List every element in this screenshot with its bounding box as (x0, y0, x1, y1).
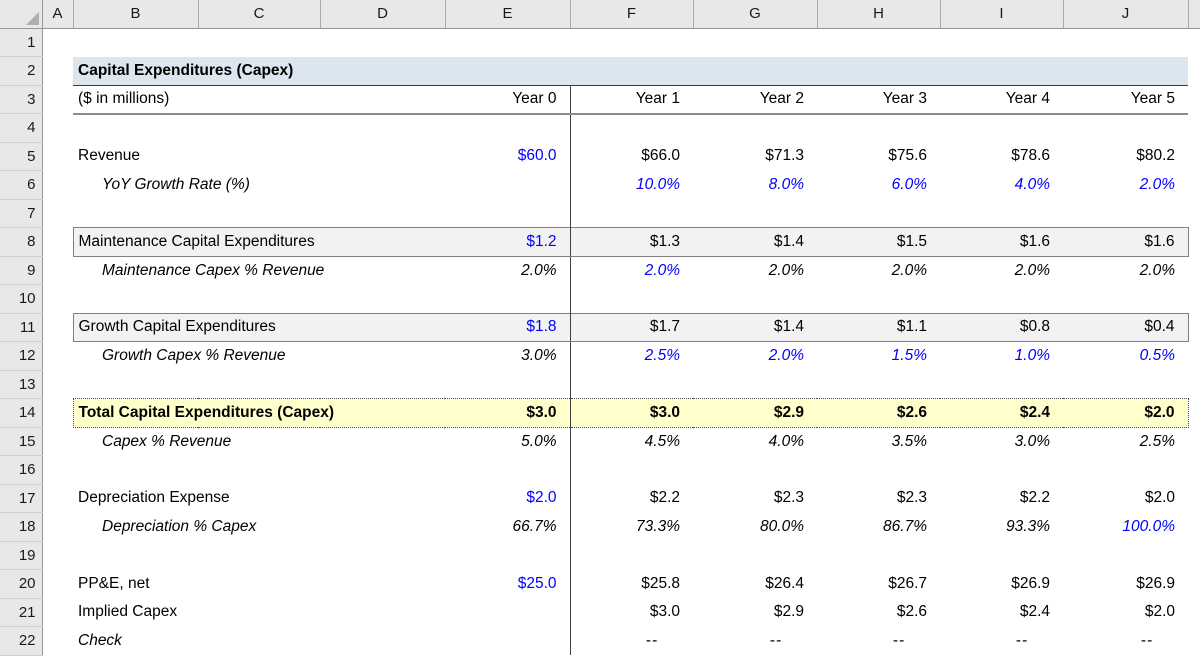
sheet-row-11 (0, 313, 1200, 342)
cell-I8[interactable]: $1.6 (940, 228, 1063, 257)
cell-F15[interactable]: 4.5% (644, 432, 680, 450)
cell-F19[interactable] (570, 541, 693, 570)
cell-G7[interactable] (693, 199, 817, 228)
cell-I6[interactable]: 4.0% (1014, 175, 1050, 193)
cell-J20[interactable]: $26.9 (1136, 574, 1175, 592)
cell-K4[interactable] (1188, 114, 1200, 143)
cell-B22-label[interactable]: Check (78, 631, 122, 649)
column-header-D[interactable]: D (320, 0, 445, 28)
cell-A18[interactable] (42, 513, 73, 542)
cell-A14[interactable] (42, 399, 73, 428)
cell-E18[interactable]: 66.7% (445, 513, 570, 542)
cell-E13[interactable] (445, 370, 570, 399)
sheet-title-cell[interactable]: Capital Expenditures (Capex) (73, 57, 1188, 86)
row-header-14[interactable]: 14 (0, 399, 42, 428)
row-header-7[interactable]: 7 (0, 199, 42, 228)
cell-I12[interactable]: 1.0% (1014, 347, 1050, 364)
column-header-H[interactable]: H (817, 0, 940, 28)
sheet-row-13 (0, 370, 1200, 399)
cell-B6-label[interactable]: YoY Growth Rate (%) (102, 175, 250, 193)
cell-K10[interactable] (1188, 285, 1200, 314)
column-header-G[interactable]: G (693, 0, 817, 28)
cell-H9[interactable]: 2.0% (891, 261, 927, 279)
cell-K12[interactable] (1188, 342, 1200, 371)
cell-H10[interactable] (817, 285, 940, 314)
cell-A10[interactable] (42, 285, 73, 314)
cell-E1[interactable] (445, 28, 570, 57)
cell-F13[interactable] (570, 370, 693, 399)
cell-H22[interactable]: -- (892, 631, 905, 649)
cell-F12[interactable]: 2.5% (644, 347, 680, 364)
cell-G10[interactable] (693, 285, 817, 314)
cell-B8-label[interactable]: Maintenance Capital Expenditures (73, 228, 445, 257)
cell-A11[interactable] (42, 313, 73, 342)
cell-J21[interactable]: $2.0 (1144, 603, 1175, 621)
cell-J17[interactable]: $2.0 (1144, 489, 1175, 507)
cell-B16[interactable] (73, 456, 445, 485)
cell-J1[interactable] (1063, 28, 1188, 57)
cell-K15[interactable] (1188, 427, 1200, 456)
cell-E19[interactable] (445, 541, 570, 570)
cell-A22[interactable] (42, 627, 73, 656)
cell-H13[interactable] (817, 370, 940, 399)
cell-F5[interactable]: $66.0 (641, 147, 680, 165)
cell-J13[interactable] (1063, 370, 1188, 399)
cell-H15[interactable]: 3.5% (891, 432, 927, 450)
cell-A8[interactable] (42, 228, 73, 257)
cell-H12[interactable]: 1.5% (891, 347, 927, 364)
cell-H5[interactable]: $75.6 (888, 147, 927, 165)
cell-I20[interactable]: $26.9 (1011, 574, 1050, 592)
cell-B13[interactable] (73, 370, 445, 399)
cell-I14[interactable]: $2.4 (940, 399, 1063, 428)
cell-E16[interactable] (445, 456, 570, 485)
cell-K8[interactable] (1188, 228, 1200, 257)
row-header-3[interactable]: 3 (0, 85, 42, 114)
cell-A6[interactable] (42, 171, 73, 200)
cell-B1[interactable] (73, 28, 445, 57)
cell-B7[interactable] (73, 199, 445, 228)
row-header-1[interactable]: 1 (0, 28, 42, 57)
cell-B5-label[interactable]: Revenue (78, 147, 141, 165)
row-header-15[interactable]: 15 (0, 427, 42, 456)
cell-G6[interactable]: 8.0% (768, 175, 804, 193)
row-header-13[interactable]: 13 (0, 370, 42, 399)
row-header-6[interactable]: 6 (0, 171, 42, 200)
cell-J7[interactable] (1063, 199, 1188, 228)
sheet-row-5 (0, 142, 1200, 171)
cell-F22[interactable]: -- (645, 631, 658, 649)
cell-F17[interactable]: $2.2 (649, 489, 680, 507)
cell-A16[interactable] (42, 456, 73, 485)
cell-I3[interactable]: Year 4 (940, 85, 1063, 114)
cell-H21[interactable]: $2.6 (896, 603, 927, 621)
cell-J4[interactable] (1063, 114, 1188, 143)
cell-I1[interactable] (940, 28, 1063, 57)
cell-I17[interactable]: $2.2 (1019, 489, 1050, 507)
cell-G14[interactable]: $2.9 (693, 399, 817, 428)
sheet-row-1 (0, 28, 1200, 57)
cell-B19[interactable] (73, 541, 445, 570)
sheet-row-12 (0, 342, 1200, 371)
sheet-row-4 (0, 114, 1200, 143)
cell-E8[interactable]: $1.2 (445, 228, 570, 257)
sheet-row-16 (0, 456, 1200, 485)
cell-H11[interactable]: $1.1 (817, 313, 940, 342)
cell-J5[interactable]: $80.2 (1136, 147, 1175, 165)
cell-J6[interactable]: 2.0% (1139, 175, 1175, 193)
sheet-row-17 (0, 484, 1200, 513)
cell-F1[interactable] (570, 28, 693, 57)
cell-F4[interactable] (570, 114, 693, 143)
cell-B9-label[interactable]: Maintenance Capex % Revenue (102, 261, 325, 279)
cell-K5[interactable] (1188, 142, 1200, 171)
cell-H19[interactable] (817, 541, 940, 570)
cell-B3-label[interactable]: ($ in millions) (73, 85, 445, 114)
cell-A20[interactable] (42, 570, 73, 599)
cell-F10[interactable] (570, 285, 693, 314)
cell-K17[interactable] (1188, 484, 1200, 513)
column-header-J[interactable]: J (1063, 0, 1188, 28)
cell-E5[interactable]: $60.0 (445, 142, 570, 171)
column-header-F[interactable]: F (570, 0, 693, 28)
cell-G17[interactable]: $2.3 (773, 489, 804, 507)
cell-I22[interactable]: -- (1015, 631, 1028, 649)
sheet-row-9 (0, 256, 1200, 285)
cell-F21[interactable]: $3.0 (649, 603, 680, 621)
column-header-E[interactable]: E (445, 0, 570, 28)
row-header-16[interactable]: 16 (0, 456, 42, 485)
cell-E17[interactable]: $2.0 (445, 484, 570, 513)
cell-G11[interactable]: $1.4 (693, 313, 817, 342)
sheet-row-21 (0, 598, 1200, 627)
cell-K18[interactable] (1188, 513, 1200, 542)
cell-E22[interactable] (445, 627, 570, 656)
column-header-I[interactable]: I (940, 0, 1063, 28)
row-header-18[interactable]: 18 (0, 513, 42, 542)
sheet-row-10 (0, 285, 1200, 314)
cell-F11[interactable]: $1.7 (570, 313, 693, 342)
cell-E9[interactable]: 2.0% (445, 256, 570, 285)
cell-I13[interactable] (940, 370, 1063, 399)
row-header-11[interactable]: 11 (0, 313, 42, 342)
cell-F9[interactable]: 2.0% (644, 261, 680, 279)
cell-G18[interactable]: 80.0% (760, 517, 804, 535)
sheet-row-8 (0, 228, 1200, 257)
cell-E3[interactable]: Year 0 (445, 85, 570, 114)
cell-J3[interactable]: Year 5 (1063, 85, 1188, 114)
cell-J11[interactable]: $0.4 (1063, 313, 1188, 342)
column-header-row (0, 0, 1200, 28)
sheet-row-18 (0, 513, 1200, 542)
cell-A12[interactable] (42, 342, 73, 371)
cell-I7[interactable] (940, 199, 1063, 228)
column-header-C[interactable]: C (198, 0, 320, 28)
cell-B11-label[interactable]: Growth Capital Expenditures (73, 313, 445, 342)
cell-B21-label[interactable]: Implied Capex (78, 603, 178, 621)
cell-H8[interactable]: $1.5 (817, 228, 940, 257)
cell-A21[interactable] (42, 598, 73, 627)
cell-H14[interactable]: $2.6 (817, 399, 940, 428)
cell-A9[interactable] (42, 256, 73, 285)
row-header-10[interactable]: 10 (0, 285, 42, 314)
cell-K6[interactable] (1188, 171, 1200, 200)
cell-A1[interactable] (42, 28, 73, 57)
sheet-row-3 (0, 85, 1200, 114)
cell-B20-label[interactable]: PP&E, net (78, 574, 150, 592)
cell-G9[interactable]: 2.0% (768, 261, 804, 279)
cell-B4[interactable] (73, 114, 445, 143)
cell-A13[interactable] (42, 370, 73, 399)
column-header-partial[interactable] (1188, 0, 1200, 28)
cell-A4[interactable] (42, 114, 73, 143)
column-header-A[interactable]: A (42, 0, 73, 28)
cell-H20[interactable]: $26.7 (888, 574, 927, 592)
cell-J16[interactable] (1063, 456, 1188, 485)
row-header-17[interactable]: 17 (0, 484, 42, 513)
cell-J15[interactable]: 2.5% (1139, 432, 1175, 450)
row-header-22[interactable]: 22 (0, 627, 42, 656)
cell-E21[interactable] (445, 598, 570, 627)
cell-A17[interactable] (42, 484, 73, 513)
cell-K21[interactable] (1188, 598, 1200, 627)
cell-B17-label[interactable]: Depreciation Expense (78, 489, 230, 507)
row-header-12[interactable]: 12 (0, 342, 42, 371)
cell-G13[interactable] (693, 370, 817, 399)
cell-E20[interactable]: $25.0 (445, 570, 570, 599)
sheet-row-15 (0, 427, 1200, 456)
cell-G20[interactable]: $26.4 (765, 574, 804, 592)
cell-I10[interactable] (940, 285, 1063, 314)
cell-E6[interactable] (445, 171, 570, 200)
cell-J19[interactable] (1063, 541, 1188, 570)
cell-G4[interactable] (693, 114, 817, 143)
column-header-B[interactable]: B (73, 0, 198, 28)
cell-G15[interactable]: 4.0% (768, 432, 804, 450)
cell-H1[interactable] (817, 28, 940, 57)
cell-F18[interactable]: 73.3% (636, 517, 680, 535)
cell-K11[interactable] (1188, 313, 1200, 342)
row-header-19[interactable]: 19 (0, 541, 42, 570)
cell-H3[interactable]: Year 3 (817, 85, 940, 114)
sheet-row-2 (0, 57, 1200, 86)
cell-J22[interactable]: -- (1140, 631, 1153, 649)
cell-K22[interactable] (1188, 627, 1200, 656)
cell-H6[interactable]: 6.0% (891, 175, 927, 193)
cell-K9[interactable] (1188, 256, 1200, 285)
cell-J12[interactable]: 0.5% (1139, 347, 1175, 364)
select-all-corner[interactable] (0, 0, 42, 28)
cell-E4[interactable] (445, 114, 570, 143)
cell-J18[interactable]: 100.0% (1122, 517, 1175, 535)
row-header-5[interactable]: 5 (0, 142, 42, 171)
cell-A19[interactable] (42, 541, 73, 570)
cell-K7[interactable] (1188, 199, 1200, 228)
cell-A2[interactable] (42, 57, 73, 86)
select-all-triangle-icon (26, 12, 39, 25)
cell-I4[interactable] (940, 114, 1063, 143)
cell-K16[interactable] (1188, 456, 1200, 485)
cell-F14[interactable]: $3.0 (570, 399, 693, 428)
cell-H16[interactable] (817, 456, 940, 485)
cell-K14[interactable] (1188, 399, 1200, 428)
cell-I9[interactable]: 2.0% (1014, 261, 1050, 279)
row-header-21[interactable]: 21 (0, 598, 42, 627)
cell-F3[interactable]: Year 1 (570, 85, 693, 114)
cell-A7[interactable] (42, 199, 73, 228)
cell-G22[interactable]: -- (769, 631, 782, 649)
cell-G12[interactable]: 2.0% (768, 347, 804, 364)
sheet-row-20 (0, 570, 1200, 599)
sheet-row-6 (0, 171, 1200, 200)
sheet-row-19 (0, 541, 1200, 570)
cell-I11[interactable]: $0.8 (940, 313, 1063, 342)
cell-A5[interactable] (42, 142, 73, 171)
cell-E15[interactable]: 5.0% (445, 427, 570, 456)
cell-G3[interactable]: Year 2 (693, 85, 817, 114)
row-header-8[interactable]: 8 (0, 228, 42, 257)
cell-E10[interactable] (445, 285, 570, 314)
cell-J9[interactable]: 2.0% (1139, 261, 1175, 279)
cell-B10[interactable] (73, 285, 445, 314)
cell-K3[interactable] (1188, 85, 1200, 114)
row-header-2[interactable]: 2 (0, 57, 42, 86)
cell-I19[interactable] (940, 541, 1063, 570)
cell-H4[interactable] (817, 114, 940, 143)
row-header-20[interactable]: 20 (0, 570, 42, 599)
cell-G8[interactable]: $1.4 (693, 228, 817, 257)
cell-I21[interactable]: $2.4 (1019, 603, 1050, 621)
row-header-4[interactable]: 4 (0, 114, 42, 143)
cell-G19[interactable] (693, 541, 817, 570)
row-header-9[interactable]: 9 (0, 256, 42, 285)
cell-I15[interactable]: 3.0% (1014, 432, 1050, 450)
cell-F6[interactable]: 10.0% (636, 175, 680, 193)
cell-A15[interactable] (42, 427, 73, 456)
cell-J10[interactable] (1063, 285, 1188, 314)
cell-F7[interactable] (570, 199, 693, 228)
sheet-row-14 (0, 399, 1200, 428)
cell-K13[interactable] (1188, 370, 1200, 399)
cell-G5[interactable]: $71.3 (765, 147, 804, 165)
cell-K20[interactable] (1188, 570, 1200, 599)
cell-B12-label[interactable]: Growth Capex % Revenue (102, 347, 286, 364)
cell-B14-label[interactable]: Total Capital Expenditures (Capex) (73, 399, 445, 428)
cell-F8[interactable]: $1.3 (570, 228, 693, 257)
sheet-row-7 (0, 199, 1200, 228)
cell-H18[interactable]: 86.7% (883, 517, 927, 535)
cell-G1[interactable] (693, 28, 817, 57)
cell-I5[interactable]: $78.6 (1011, 147, 1050, 165)
sheet-row-22 (0, 627, 1200, 656)
cell-B15-label[interactable]: Capex % Revenue (102, 432, 232, 450)
cell-G21[interactable]: $2.9 (773, 603, 804, 621)
cell-B18-label[interactable]: Depreciation % Capex (102, 517, 257, 535)
cell-I16[interactable] (940, 456, 1063, 485)
cell-A3[interactable] (42, 85, 73, 114)
cell-E14[interactable]: $3.0 (445, 399, 570, 428)
cell-K19[interactable] (1188, 541, 1200, 570)
cell-H17[interactable]: $2.3 (896, 489, 927, 507)
cell-F20[interactable]: $25.8 (641, 574, 680, 592)
cell-I18[interactable]: 93.3% (1006, 517, 1050, 535)
cell-K1[interactable] (1188, 28, 1200, 57)
cell-K2[interactable] (1188, 57, 1200, 86)
cell-J14[interactable]: $2.0 (1063, 399, 1188, 428)
cell-E12[interactable]: 3.0% (445, 342, 570, 371)
cell-J8[interactable]: $1.6 (1063, 228, 1188, 257)
cell-H7[interactable] (817, 199, 940, 228)
cell-G16[interactable] (693, 456, 817, 485)
cell-E7[interactable] (445, 199, 570, 228)
cell-E11[interactable]: $1.8 (445, 313, 570, 342)
cell-F16[interactable] (570, 456, 693, 485)
